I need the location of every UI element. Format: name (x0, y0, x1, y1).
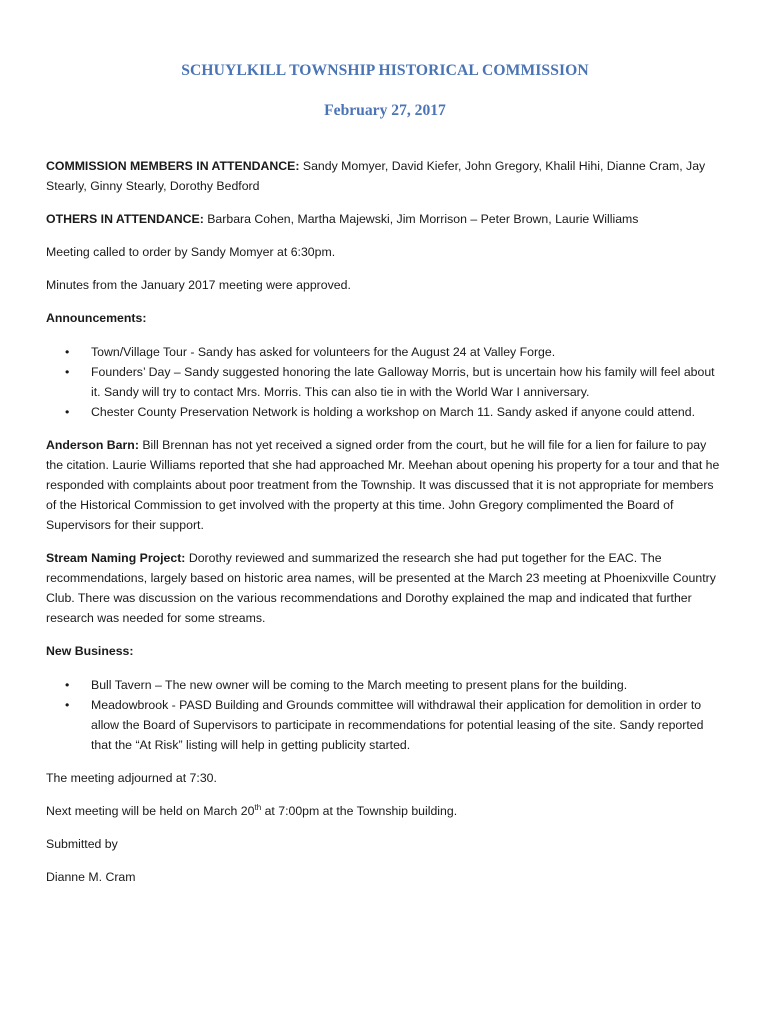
call-to-order: Meeting called to order by Sandy Momyer at 6:30pm. (46, 245, 336, 259)
others-list: Barbara Cohen, Martha Majewski, Jim Morrison – Peter Brown, Laurie Williams (207, 212, 639, 226)
bullet-icon: • (65, 345, 70, 359)
bullet-icon: • (65, 678, 70, 692)
submitted-by: Submitted by (46, 837, 118, 851)
announcements-list (46, 342, 724, 422)
new-business-list (46, 675, 724, 755)
list-item-text: Founders’ Day – Sandy suggested honoring the late Galloway Morris, but is uncertain how his family will feel about it. Sandy will try to contact Mrs. Morris. This can also tie in with the World War I anniversary. (91, 365, 715, 399)
new-business-heading (46, 641, 724, 661)
meeting-date: February 27, 2017 (324, 102, 446, 119)
announcements-heading (46, 308, 724, 328)
anderson-barn-text: Bill Brennan has not yet received a signed order from the court, but he will file for a lien for failure to pay the citation. Laurie Williams reported that she had approached Mr. Meehan about opening his property for a tour and that he responded with complaints about poor treatment from the Township. It was discussed that it is not appropriate for members of the Historical Commission to get involved with the property at this time. John Gregory complimented the Board of Supervisors for their support. (46, 438, 720, 532)
members-attendance (46, 156, 724, 196)
next-meeting-superscript: th (254, 802, 262, 812)
next-meeting (46, 801, 724, 821)
signer-name: Dianne M. Cram (46, 870, 136, 884)
new-business-label: New Business: (46, 644, 134, 658)
list-item (46, 342, 724, 362)
list-item-text: Meadowbrook - PASD Building and Grounds committee will withdrawal their application for demolition in order to allow the Board of Supervisors to participate in recommendations for potential leasing of the site. Sandy reported that the “At Risk” listing will help in getting publicity started. (91, 698, 704, 752)
others-attendance (46, 209, 724, 229)
members-list: Sandy Momyer, David Kiefer, John Gregory, Khalil Hihi, Dianne Cram, Jay Stearly, Ginny Stearly, Dorothy Bedford (46, 159, 706, 193)
bullet-icon: • (65, 698, 70, 712)
minutes-approval: Minutes from the January 2017 meeting were approved. (46, 278, 351, 292)
stream-naming-text: Dorothy reviewed and summarized the research she had put together for the EAC. The recommendations, largely based on historic area names, will be presented at the March 23 meeting at Phoenixville Country Club. There was discussion on the various recommendations and Dorothy explained the map and indicated that further research was needed for some streams. (46, 551, 716, 625)
next-meeting-before: Next meeting will be held on March 20 (46, 804, 255, 818)
next-meeting-after: at 7:00pm at the Township building. (261, 804, 458, 818)
announcements-label: Announcements: (46, 311, 147, 325)
bullet-icon: • (65, 405, 70, 419)
anderson-barn-section (46, 435, 724, 535)
list-item-text: Town/Village Tour - Sandy has asked for volunteers for the August 24 at Valley Forge. (91, 345, 556, 359)
adjourned-text: The meeting adjourned at 7:30. (46, 771, 217, 785)
stream-naming-label: Stream Naming Project: (46, 551, 186, 565)
members-label: COMMISSION MEMBERS IN ATTENDANCE: (46, 159, 300, 173)
organization-title: SCHUYLKILL TOWNSHIP HISTORICAL COMMISSION (181, 62, 589, 79)
others-label: OTHERS IN ATTENDANCE: (46, 212, 204, 226)
list-item (46, 402, 724, 422)
list-item-text: Chester County Preservation Network is holding a workshop on March 11. Sandy asked if anyone could attend. (91, 405, 696, 419)
list-item-text: Bull Tavern – The new owner will be coming to the March meeting to present plans for the building. (91, 678, 628, 692)
anderson-barn-label: Anderson Barn: (46, 438, 139, 452)
bullet-icon: • (65, 365, 70, 379)
list-item (46, 695, 724, 755)
list-item (46, 362, 724, 402)
list-item (46, 675, 724, 695)
stream-naming-section (46, 548, 724, 628)
